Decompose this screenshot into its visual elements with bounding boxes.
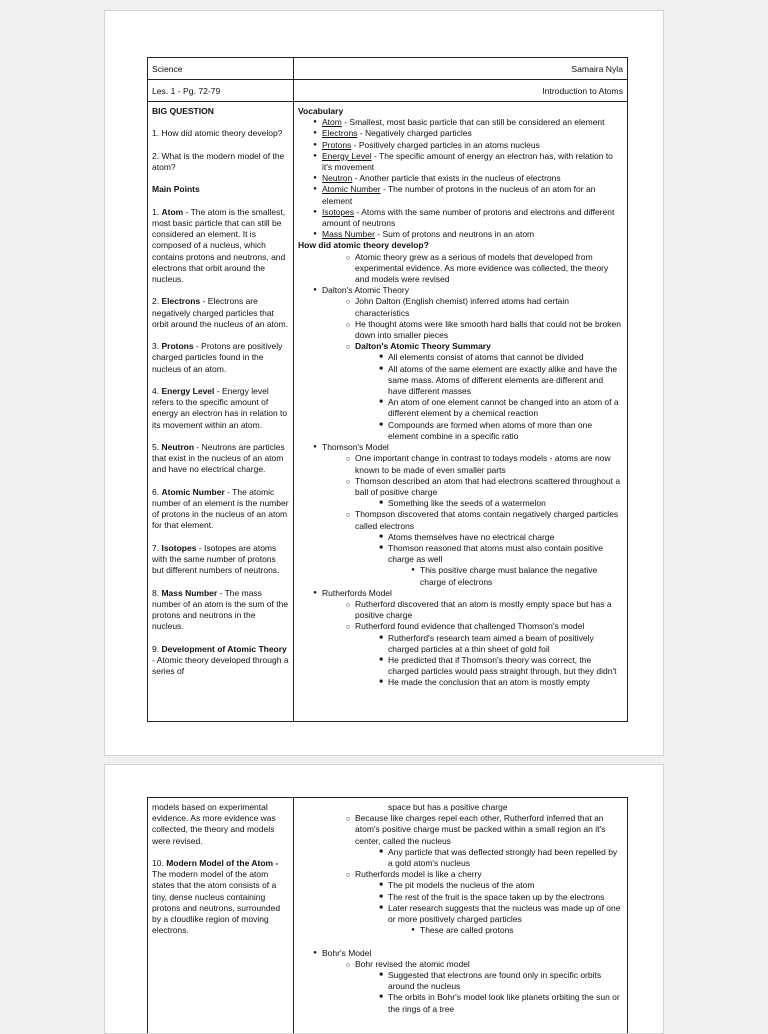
outline-item: ■ All atoms of the same element are exactly alike and have the same mass. Atoms of different elements are different and have different masses [298, 364, 623, 398]
bullet-icon: ○ [345, 622, 351, 632]
main-point: 2. Electrons - Electrons are negatively charged particles that orbit around the nucleus of an atom. [152, 296, 289, 329]
topic-label: Introduction to Atoms [542, 85, 623, 96]
outline-item: ■ The rest of the fruit is the space taken up by the electrons [298, 892, 623, 903]
main-point: 6. Atomic Number - The atomic number of an element is the number of protons in the nucleus of an atom for that element. [152, 486, 289, 531]
subject-label: Science [152, 63, 183, 74]
outline-item: ○ John Dalton (English chemist) inferred atoms had certain characteristics [298, 296, 623, 318]
bullet-icon: ● [313, 589, 317, 596]
outline-item: ■ Later research suggests that the nucleus was made up of one or more positively charged particles [298, 903, 623, 925]
bullet-icon: ● [313, 444, 317, 451]
document-page-1 [104, 10, 664, 756]
bullet-icon: ● [313, 208, 317, 215]
bullet-icon: ■ [379, 500, 383, 507]
main-point: 3. Protons - Protons are positively charged particles found in the nucleus of an atom. [152, 341, 283, 374]
vocab-item: ● Atomic Number - The number of protons in the nucleus of an atom for an element [298, 184, 623, 206]
header-row-2 [148, 80, 627, 102]
main-point: 10. Modern Model of the Atom - The modern model of the atom states that the atom consists of a tiny, dense nucleus containing protons and neutrons, surrounded by a cloudlike region of moving electrons. [152, 858, 281, 936]
bullet-icon: ○ [345, 252, 351, 262]
main-point: 5. Neutron - Neutrons are particles that exist in the nucleus of an atom and have no electrical charge. [152, 441, 285, 475]
outline-item: ○ Thompson discovered that atoms contain negatively charged particles called electrons [298, 509, 623, 531]
main-point: 8. Mass Number - The mass number of an atom is the sum of the protons and neutrons in the nucleus. [152, 587, 289, 632]
bullet-icon: ○ [345, 510, 351, 520]
bullet-icon: ○ [345, 599, 351, 609]
outline-item: ○ Rutherford discovered that an atom is mostly empty space but has a positive charge [298, 599, 623, 621]
outline-item: ○ Because like charges repel each other, Rutherford inferred that an atom's positive charge must be packed within a small region an it's center, called the nucleus [298, 813, 623, 847]
bullet-icon: ● [411, 927, 415, 934]
main-point: 1. Atom - The atom is the smallest, most basic particle that can still be considered an element. It is composed of a nucleus, which contains protons and neutrons, and electrons that orbit around the nucleus. [152, 206, 286, 284]
outline-item: ■ Compounds are formed when atoms of more than one element combine in a specific ratio [298, 420, 623, 442]
bullet-icon: ■ [379, 354, 383, 361]
intro-item: ○ Atomic theory grew as a serious of models that developed from experimental evidence. As more evidence was collected, the theory and models were revised [298, 252, 623, 286]
outline-item: ■ Rutherford's research team aimed a beam of positively charged particles at a thin sheet of gold foil [298, 633, 623, 655]
notes-outline-continued [298, 802, 623, 1015]
bullet-icon: ● [313, 186, 317, 193]
how-heading: How did atomic theory develop? [298, 240, 429, 251]
outline-item: ■ All elements consist of atoms that cannot be divided [298, 352, 623, 363]
document-page-2 [104, 764, 664, 1034]
outline-item: ● This positive charge must balance the negative charge of electrons [298, 565, 623, 587]
vocab-item: ● Isotopes - Atoms with the same number of protons and electrons and different amount of neutrons [298, 207, 623, 229]
bullet-icon: ■ [379, 634, 383, 641]
right-column-continued [294, 798, 627, 1034]
vocab-item: ● Energy Level - The specific amount of energy an electron has, with relation to it's movement [298, 151, 623, 173]
bullet-icon: ● [313, 231, 317, 238]
vocab-item: ● Protons - Positively charged particles in an atoms nucleus [298, 140, 623, 151]
lesson-label: Les. 1 - Pg. 72-79 [152, 85, 221, 96]
bullet-icon: ○ [345, 454, 351, 464]
outline-item: ■ The pit models the nucleus of the atom [298, 880, 623, 891]
big-question-heading: BIG QUESTION [152, 106, 214, 116]
bullet-icon: ■ [379, 994, 383, 1001]
notes-table-continued [147, 797, 628, 1034]
bullet-icon: ● [313, 287, 317, 294]
notes-outline [298, 252, 623, 689]
bullet-icon: ○ [345, 297, 351, 307]
header-row-1 [148, 58, 627, 80]
vocab-item: ● Electrons - Negatively charged particles [298, 128, 623, 139]
main-point: 9. Development of Atomic Theory - Atomic theory developed through a series of [152, 643, 289, 676]
bullet-icon: ● [313, 152, 317, 159]
bullet-icon: ■ [379, 904, 383, 911]
vocab-item: ● Neutron - Another particle that exists in the nucleus of electrons [298, 173, 623, 184]
notes-table [147, 57, 628, 722]
question-1: 1. How did atomic theory develop? [152, 128, 283, 139]
bullet-icon: ■ [379, 544, 383, 551]
outline-item: ● These are called protons [298, 925, 623, 936]
left-column [148, 102, 294, 721]
outline-item: ■ Suggested that electrons are found only in specific orbits around the nucleus [298, 970, 623, 992]
main-point-continued: models based on experimental evidence. As more evidence was collected, the theory and models were revised. [152, 802, 276, 846]
bullet-icon: ■ [379, 882, 383, 889]
bullet-icon: ■ [379, 365, 383, 372]
bullet-icon: ● [313, 130, 317, 137]
bullet-icon: ■ [379, 848, 383, 855]
bullet-icon: ○ [345, 870, 351, 880]
section-rutherford: ● Rutherfords Model [298, 588, 623, 599]
bullet-icon: ○ [345, 814, 351, 824]
vocabulary-list [298, 117, 623, 240]
bullet-icon: ■ [379, 679, 383, 686]
body-row [148, 102, 627, 721]
bullet-icon: ■ [379, 399, 383, 406]
bullet-icon: ○ [345, 476, 351, 486]
outline-item: ■ He predicted that if Thomson's theory was correct, the charged particles would pass straight through, but they didn't [298, 655, 623, 677]
bullet-icon: ● [313, 141, 317, 148]
bullet-icon: ■ [379, 421, 383, 428]
outline-item: ○ Dalton's Atomic Theory Summary [298, 341, 623, 352]
outline-item: ○ Thomson described an atom that had electrons scattered throughout a ball of positive charge [298, 476, 623, 498]
body-row-continued [148, 798, 627, 1034]
outline-item: ■ He made the conclusion that an atom is mostly empty [298, 677, 623, 688]
outline-item: ○ Rutherford found evidence that challenged Thomson's model [298, 621, 623, 632]
outline-item: ■ An atom of one element cannot be changed into an atom of a different element by a chemical reaction [298, 397, 623, 419]
outline-item: ■ Thomson reasoned that atoms must also contain positive charge as well [298, 543, 623, 565]
bullet-icon: ● [313, 949, 317, 956]
bullet-icon: ● [411, 567, 415, 574]
bullet-icon: ● [313, 175, 317, 182]
vocabulary-heading: Vocabulary [298, 106, 344, 116]
bullet-icon: ■ [379, 656, 383, 663]
outline-item: space but has a positive charge [388, 802, 508, 812]
main-point: 7. Isotopes - Isotopes are atoms with the same number of protons but different numbers of neutrons. [152, 542, 280, 576]
student-name: Samaira Nyla [571, 63, 623, 74]
bullet-icon: ○ [345, 959, 351, 969]
outline-item: ■ The orbits in Bohr's model look like planets orbiting the sun or the rings of a tree [298, 992, 623, 1014]
section-bohr: ● Bohr's Model [298, 948, 623, 959]
section-dalton: ● Dalton's Atomic Theory [298, 285, 623, 296]
vocab-item: ● Mass Number - Sum of protons and neutrons in an atom [298, 229, 623, 240]
outline-item: ○ Bohr revised the atomic model [298, 959, 623, 970]
bullet-icon: ■ [379, 972, 383, 979]
outline-item: ■ Something like the seeds of a watermelon [298, 498, 623, 509]
bullet-icon: ○ [345, 319, 351, 329]
outline-item: ■ Any particle that was deflected strongly had been repelled by a gold atom's nucleus [298, 847, 623, 869]
bullet-icon: ■ [379, 533, 383, 540]
vocab-item: ● Atom - Smallest, most basic particle that can still be considered an element [298, 117, 623, 128]
bullet-icon: ■ [379, 893, 383, 900]
outline-item: ○ One important change in contrast to todays models - atoms are now known to be made of even smaller parts [298, 453, 623, 475]
outline-item: ■ Atoms themselves have no electrical charge [298, 532, 623, 543]
main-point: 4. Energy Level - Energy level refers to the specific amount of energy an electron has in relation to its movement within an atom. [152, 385, 288, 430]
outline-item: ○ Rutherfords model is like a cherry [298, 869, 623, 880]
bullet-icon: ● [313, 119, 317, 126]
section-thomson: ● Thomson's Model [298, 442, 623, 453]
left-column-continued [148, 798, 294, 1034]
main-points-heading: Main Points [152, 184, 200, 195]
bullet-icon: ○ [345, 342, 351, 352]
outline-item: ○ He thought atoms were like smooth hard balls that could not be broken down into smaller pieces [298, 319, 623, 341]
right-column [294, 102, 627, 721]
question-2: 2. What is the modern model of the atom? [152, 150, 285, 172]
